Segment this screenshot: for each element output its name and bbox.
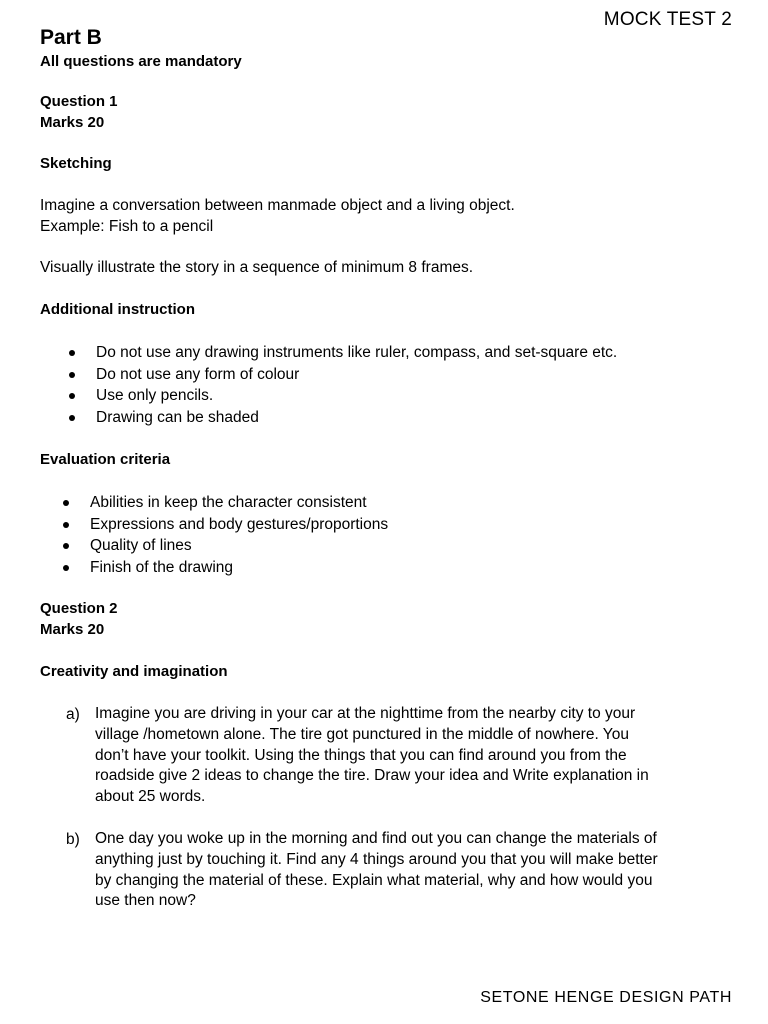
list-item: Abilities in keep the character consistent <box>90 492 388 514</box>
question2-title: Question 2 <box>40 600 118 617</box>
bullet-icon <box>63 565 69 571</box>
question1-title: Question 1 <box>40 93 118 110</box>
additional-instruction-heading: Additional instruction <box>40 301 195 318</box>
item-line: about 25 words. <box>95 788 206 806</box>
list-item: Do not use any drawing instruments like ruler, compass, and set-square etc. <box>96 342 617 364</box>
question2-marks: Marks 20 <box>40 621 105 638</box>
item-line: by changing the material of these. Explain what material, why and how would you <box>95 871 653 889</box>
item-line: use then now? <box>95 892 196 910</box>
item-line: anything just by touching it. Find any 4 things around you that you will make better <box>95 850 658 868</box>
bullet-icon <box>69 372 75 378</box>
question1-prompt-line1: Imagine a conversation between manmade object and a living object. <box>40 197 515 214</box>
evaluation-criteria-list <box>90 492 388 578</box>
question1-marks: Marks 20 <box>40 114 105 131</box>
list-item: Drawing can be shaded <box>96 407 617 429</box>
item-label: b) <box>66 831 80 848</box>
list-item: Expressions and body gestures/proportions <box>90 514 388 536</box>
question2-topic: Creativity and imagination <box>40 663 228 680</box>
list-item: Do not use any form of colour <box>96 364 617 386</box>
item-line: village /hometown alone. The tire got punctured in the middle of nowhere. You <box>95 725 629 743</box>
list-item: Use only pencils. <box>96 385 617 407</box>
mandatory-note: All questions are mandatory <box>40 53 242 70</box>
list-item: Quality of lines <box>90 535 388 557</box>
item-line: Imagine you are driving in your car at the nighttime from the nearby city to your <box>95 705 636 722</box>
mock-test-label: MOCK TEST 2 <box>603 9 732 30</box>
additional-instruction-list <box>96 342 617 428</box>
item-line: One day you woke up in the morning and find out you can change the materials of <box>95 830 657 847</box>
question1-topic: Sketching <box>40 155 112 172</box>
question1-illustrate: Visually illustrate the story in a sequence of minimum 8 frames. <box>40 259 474 276</box>
list-item: Finish of the drawing <box>90 557 388 579</box>
evaluation-criteria-heading: Evaluation criteria <box>40 451 171 468</box>
bullet-icon <box>63 500 69 506</box>
bullet-icon <box>69 415 75 421</box>
question1-prompt-line2: Example: Fish to a pencil <box>40 218 214 235</box>
bullet-icon <box>69 350 75 356</box>
bullet-icon <box>63 543 69 549</box>
footer-label: SETONE HENGE DESIGN PATH <box>480 989 732 1006</box>
item-label: a) <box>66 706 80 723</box>
bullet-icon <box>69 393 75 399</box>
item-line: don’t have your toolkit. Using the things that you can find around you from the <box>95 746 627 764</box>
bullet-icon <box>63 522 69 528</box>
part-title: Part B <box>40 26 102 49</box>
item-line: roadside give 2 ideas to change the tire. Draw your idea and Write explanation in <box>95 767 649 785</box>
